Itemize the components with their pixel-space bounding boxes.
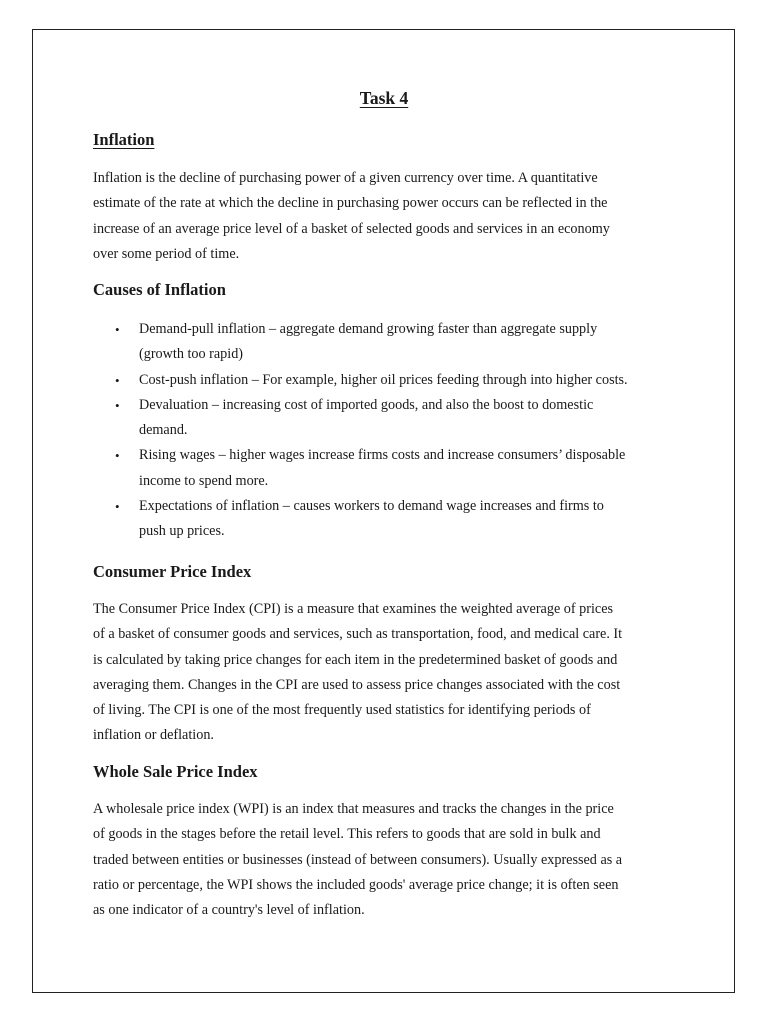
paragraph-line: The Consumer Price Index (CPI) is a measure that examines the weighted average of prices	[93, 601, 614, 617]
section-heading-cpi: Consumer Price Index	[93, 562, 252, 581]
causes-bullet-list	[93, 317, 683, 545]
list-item-line: Demand-pull inflation – aggregate demand growing faster than aggregate supply	[139, 321, 598, 337]
paragraph-line: Inflation is the decline of purchasing power of a given currency over time. A quantitative	[93, 170, 598, 186]
paragraph-line: over some period of time.	[93, 245, 240, 262]
bullet-icon: •	[115, 397, 120, 413]
list-item-line: Devaluation – increasing cost of imported goods, and also the boost to domestic	[139, 396, 594, 413]
page-title: Task 4	[359, 88, 409, 108]
list-item-line: push up prices.	[139, 523, 225, 540]
list-item-line: demand.	[139, 422, 188, 439]
paragraph-line: traded between entities or businesses (instead of between consumers). Usually expressed as a	[93, 851, 623, 868]
paragraph-line: inflation or deflation.	[93, 727, 214, 744]
section-heading-causes: Causes of Inflation	[93, 280, 226, 299]
list-item-line: Cost-push inflation – For example, higher oil prices feeding through into higher costs.	[139, 371, 628, 388]
paragraph-line: increase of an average price level of a basket of selected goods and services in an economy	[93, 220, 610, 237]
bullet-icon: •	[115, 448, 120, 464]
paragraph-line: of living. The CPI is one of the most frequently used statistics for identifying periods of	[93, 702, 591, 719]
section-heading-wpi: Whole Sale Price Index	[93, 762, 258, 781]
list-item	[93, 494, 683, 545]
paragraph-line: is calculated by taking price changes for each item in the predetermined basket of goods and	[93, 651, 618, 668]
list-item	[93, 443, 683, 494]
paragraph-line: of a basket of consumer goods and services, such as transportation, food, and medical care. It	[93, 626, 623, 643]
paragraph-line: estimate of the rate at which the decline in purchasing power occurs can be reflected in the	[93, 195, 608, 212]
list-item	[93, 317, 683, 368]
inflation-paragraph	[93, 166, 683, 267]
list-item-line: (growth too rapid)	[139, 346, 244, 363]
list-item	[93, 368, 683, 393]
paragraph-line: averaging them. Changes in the CPI are used to assess price changes associated with the cost	[93, 676, 621, 693]
bullet-icon: •	[115, 372, 120, 388]
bullet-icon: •	[115, 322, 120, 337]
paragraph-line: A wholesale price index (WPI) is an index that measures and tracks the changes in the price	[93, 801, 614, 817]
section-heading-inflation: Inflation	[93, 130, 155, 149]
paragraph-line: ratio or percentage, the WPI shows the included goods' average price change; it is often seen	[93, 876, 619, 893]
list-item-line: Rising wages – higher wages increase firms costs and increase consumers’ disposable	[139, 447, 626, 464]
list-item	[93, 393, 683, 444]
bullet-icon: •	[115, 499, 120, 515]
paragraph-line: of goods in the stages before the retail level. This refers to goods that are sold in bulk and	[93, 826, 601, 843]
wpi-paragraph	[93, 797, 683, 923]
paragraph-line: as one indicator of a country's level of inflation.	[93, 902, 365, 919]
cpi-paragraph	[93, 597, 683, 749]
list-item-line: income to spend more.	[139, 472, 269, 489]
list-item-line: Expectations of inflation – causes workers to demand wage increases and firms to	[139, 498, 604, 515]
